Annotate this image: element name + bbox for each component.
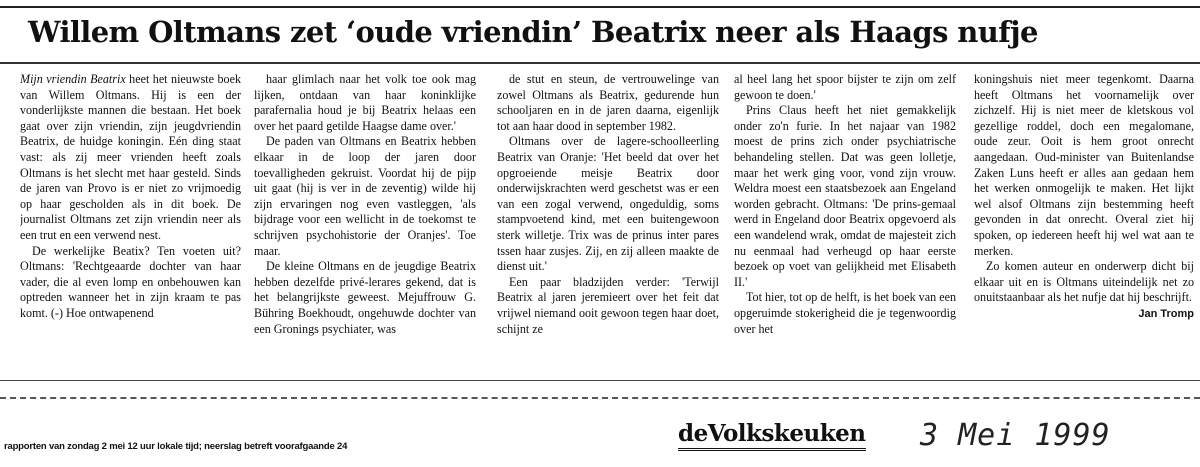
article-paragraph — [497, 275, 719, 337]
article-paragraph — [497, 134, 719, 274]
article-paragraph — [974, 259, 1194, 306]
paragraph-text: Zo komen auteur en onderwerp dicht bij elkaar uit en is Oltmans uiteindelijk net zo onuitstaanbaar als het nufje dat hij beschrijft. — [974, 259, 1194, 305]
article-column-4 — [734, 72, 956, 378]
paragraph-text: de stut en steun, de vertrouwelinge van zowel Oltmans als Beatrix, gedurende hun schooljaren en in de jaren daarna, eigenlijk tot aan haar dood in september 1982. — [497, 72, 719, 133]
clipping-cut-line — [0, 397, 1200, 399]
headline-rule — [0, 62, 1200, 64]
article-paragraph — [734, 103, 956, 290]
paragraph-text: haar glimlach naar het volk toe ook mag lijken, ontdaan van haar koninklijke parafernalia houd je bij Beatrix helaas een over het paard getilde Haagse dame over.' — [254, 72, 476, 133]
paragraph-text: Een paar bladzijden verder: 'Terwijl Beatrix al jaren jeremieert over het feit dat vrijwel niemand ooit gewoon tegen haar doet, schijnt ze — [497, 274, 719, 336]
byline: Jan Tromp — [1138, 307, 1194, 320]
article-column-1 — [20, 72, 241, 378]
paragraph-text: De werkelijke Beatix? Ten voeten uit? Oltmans: 'Rechtgeaarde dochter van haar vader, die al even lomp en onbehouwen kan optreden wanneer het in zijn kraam te pas komt. (-) Hoe ontwapenend — [20, 243, 241, 320]
headline: Willem Oltmans zet ‘oude vriendin’ Beatrix neer als Haags nufje — [28, 15, 1038, 49]
paragraph-text: al heel lang het spoor bijster te zijn om zelf gewoon te doen.' — [734, 72, 956, 102]
paragraph-text: Tot hier, tot op de helft, is het boek van een opgeruimde stokerigheid die je tegenwoordig over het — [734, 290, 956, 336]
article-column-2 — [254, 72, 476, 378]
paragraph-text: De paden van Oltmans en Beatrix hebben elkaar in de loop der jaren door toevalligheden gekruist. Voordat hij de pijp uit gaat (hij is ver in de zeventig) wilde hij zijn ervaringen nog even vastleggen, 'als bijdrage voor een wellicht in de toekomst te schrijven psychohistorie der Oranjes'. Toe maar. — [254, 134, 476, 258]
article-paragraph — [20, 72, 241, 244]
article-paragraph — [20, 244, 241, 322]
article-paragraph — [734, 72, 956, 103]
article-paragraph — [974, 72, 1194, 259]
article-paragraph — [497, 72, 719, 134]
article-paragraph — [254, 134, 476, 259]
paragraph-text: heet het nieuwste boek van Willem Oltmans. Hij is een der vonderlijkste mannen die bestaan. Het boek gaat over zijn vriendin, zijn jeugdvriendin Beatrix, de huidge koningin. Eén ding staat vast: als zij meer vrienden heeft zoals Oltmans is het slecht met haar gesteld. Sinds de jaren van Provo is er niet zo vrijmoedig op haar gescholden als in dit boek. De journalist Oltmans zet zijn vriendin neer als een trut en een verwend nest. — [20, 72, 241, 242]
paragraph-text: Prins Claus heeft het niet gemakkelijk onder zo'n furie. In het najaar van 1982 moest de prins zich onder psychiatrische behandeling stellen. Dat was geen lolletje, maar het werk ging voor, vond zijn vrouw. Weldra moest een staatsbezoek aan Engeland worden gebracht. Oltmans: 'De prins-gemaal werd in Engeland door Beatrix opgevoerd als een wandelend wrak, omdat de majesteit zich nu eenmaal had verheugd op haar eerste bezoek op voet van gelijkheid met Elisabeth II.' — [734, 103, 956, 289]
article-paragraph — [254, 259, 476, 337]
weather-note: rapporten van zondag 2 mei 12 uur lokale tijd; neerslag betreft voorafgaande 24 — [4, 441, 348, 452]
article-bottom-rule — [0, 380, 1200, 381]
article-paragraph — [734, 290, 956, 337]
source-name: deVolkskeuken — [678, 421, 866, 451]
paragraph-text: koningshuis niet meer tegenkomt. Daarna heeft Oltmans het voornamelijk over zichzelf. Hij is niet meer de kletskous vol gezellige roddel, doch een megalomane, oude zeur. Ooit is hem groot onrecht aangedaan. Oud-minister van Buitenlandse Zaken Luns heeft er alles aan gedaan hem het werken onmogelijk te maken. Het lijkt wel alsof Oltmans zijn bestemming heeft gevonden in dat onrecht. Overal ziet hij spoken, op iedereen heeft hij wel wat aan te merken. — [974, 72, 1194, 258]
article-column-3 — [497, 72, 719, 378]
book-title: Mijn vriendin Beatrix — [20, 72, 126, 86]
paragraph-text: Oltmans over de lagere-schoolleerling Beatrix van Oranje: 'Het beeld dat over het opgroeiende meisje Beatrix door onderwijskrachten werd geschetst was er een van een zogal verwend, ongeduldig, soms stampvoetend kind, met een buitengewoon sterk willetje. Trix was de prinus inter pares tssen haar zusjes. Zij, en zij alleen maakte de dienst uit.' — [497, 134, 719, 274]
article-column-5 — [974, 72, 1194, 378]
top-rule — [0, 6, 1200, 8]
paragraph-text: De kleine Oltmans en de jeugdige Beatrix hebben dezelfde privé-lerares gekend, dat is het belangrijkste geweest. Mejuffrouw G. Bühring Boekhoudt, ongehuwde dochter van een Gronings psychiater, was — [254, 259, 476, 336]
article-paragraph — [254, 72, 476, 134]
handwritten-date: 3 Mei 1999 — [920, 418, 1111, 453]
